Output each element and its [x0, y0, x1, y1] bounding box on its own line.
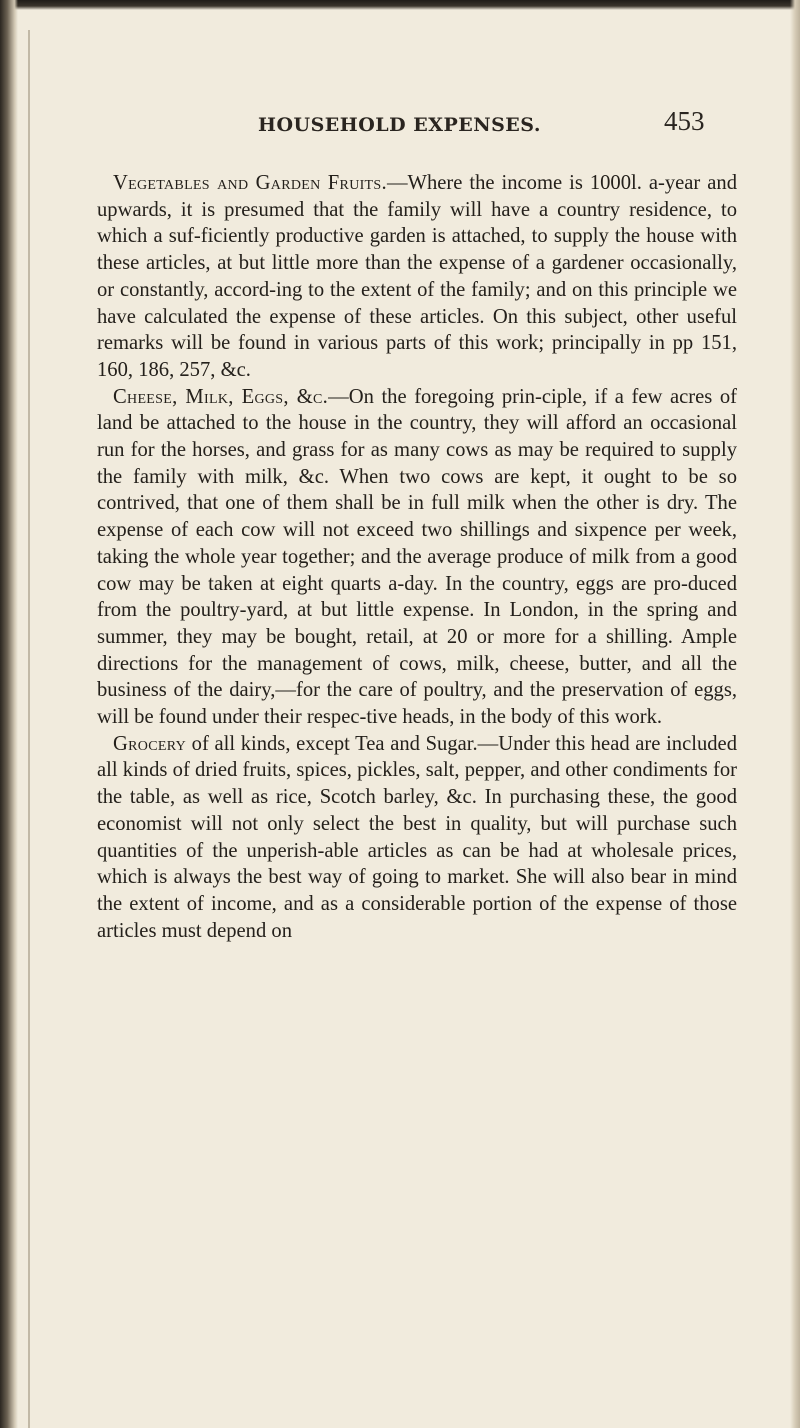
running-head	[0, 106, 800, 144]
paragraph-text: —On the foregoing prin-ciple, if a few acres of land be attached to the house in the country, they will afford an occasional run for the horses, and grass for as many cows as may be required to supply the family with milk, &c. When two cows are kept, it ought to be so contrived, that one of them shall be in full milk when the other is dry. The expense of each cow will not exceed two shillings and sixpence per week, taking the whole year together; and the average produce of milk from a good cow may be taken at eight quarts a-day. In the country, eggs are pro-duced from the poultry-yard, at but little expense. In London, in the spring and summer, they may be bought, retail, at 20 or more for a shilling. Ample directions for the management of cows, milk, cheese, butter, and all the business of the dairy,—for the care of poultry, and the preservation of eggs, will be found under their respec-tive heads, in the body of this work.	[97, 385, 737, 729]
body-text	[97, 170, 737, 944]
paragraph-vegetables	[97, 170, 737, 384]
page-binding-line	[28, 30, 30, 1428]
paragraph-text: —Where the income is 1000l. a-year and upwards, it is presumed that the family will have a country residence, to which a suf-ficiently productive garden is attached, to supply the house with these articles, at but little more than the expense of a gardener occasionally, or constantly, accord-ing to the extent of the family; and on this principle we have calculated the expense of these articles. On this subject, other useful remarks will be found in various parts of this work; principally in pp 151, 160, 186, 257, &c.	[97, 172, 737, 381]
running-head-title: HOUSEHOLD EXPENSES.	[258, 114, 541, 136]
paragraph-lead: Cheese, Milk, Eggs, &c.	[113, 385, 329, 408]
paragraph-lead: Vegetables and Garden Fruits.	[113, 172, 387, 194]
paragraph-lead: Grocery	[113, 732, 186, 755]
paragraph-text: of all kinds, except Tea and Sugar.—Under this head are included all kinds of dried fruits, spices, pickles, salt, pepper, and other condiments for the table, as well as rice, Scotch barley, &c. In purchasing these, the good economist will not only select the best in quality, but will purchase such quantities of the unperish-able articles as can be had at wholesale prices, which is always the best way of going to market. She will also bear in mind the extent of income, and as a considerable portion of the expense of those articles must depend on	[97, 732, 737, 942]
page-right-edge	[790, 0, 800, 1428]
page-binding-edge	[0, 0, 18, 1428]
paragraph-grocery	[97, 731, 737, 945]
page-top-edge	[0, 0, 800, 10]
paragraph-cheese-milk-eggs	[97, 384, 737, 731]
page-number: 453	[664, 106, 705, 136]
